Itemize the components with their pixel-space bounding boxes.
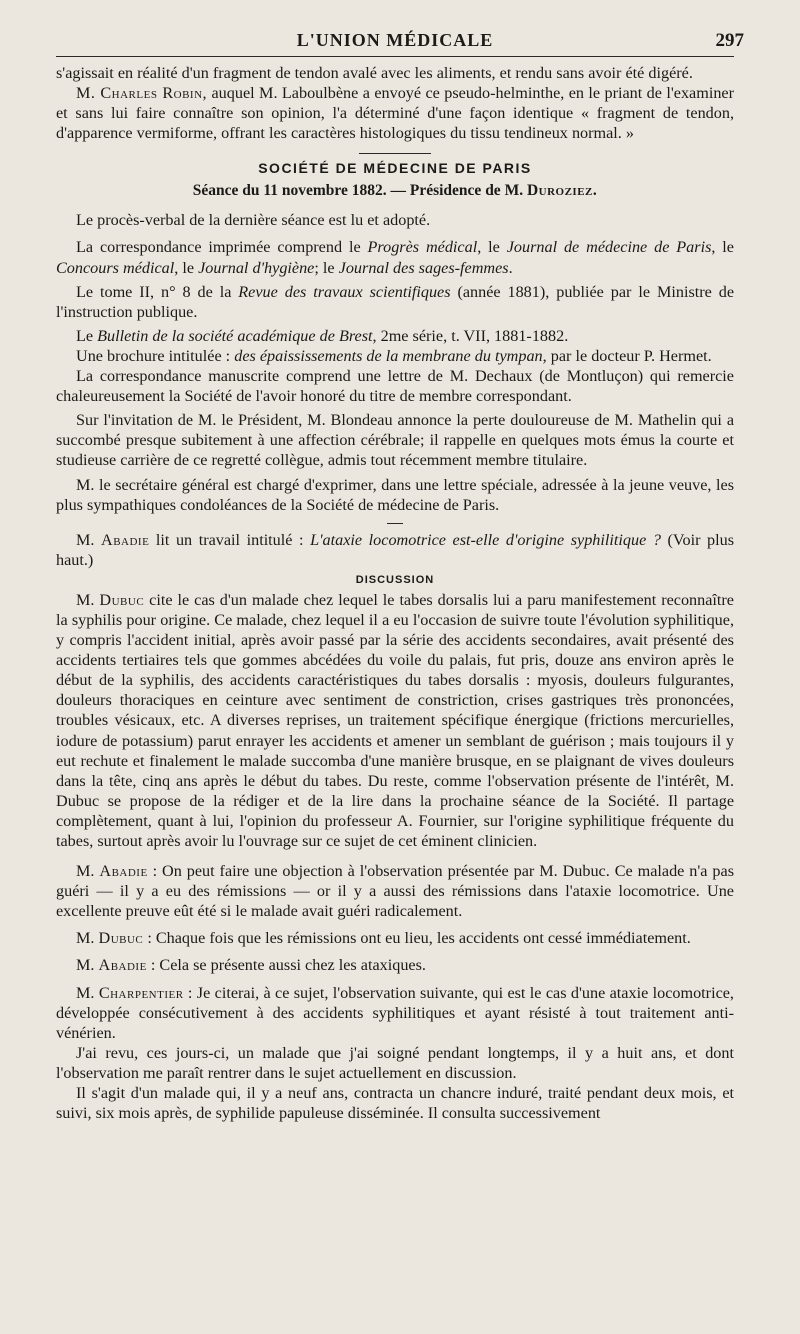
speaker-name: Charpentier	[98, 983, 184, 1002]
paragraph-continuation: s'agissait en réalité d'un fragment de tendon avalé avec les aliments, et rendu sans avoir été digéré.	[56, 64, 693, 82]
president-name: Duroziez.	[526, 182, 598, 200]
speaker-name: Dubuc	[99, 590, 145, 609]
speaker-name: Abadie	[98, 956, 147, 975]
paragraph-abadie-objection: M. Abadie : On peut faire une objection à l'observation présentée par M. Dubuc. Ce malade n'a pas guéri — il y a eu des rémissions — or il y a aussi des rémissions dans l'ataxie locomotrice. Une excellente preuve eût été si le malade avait guéri radicalement.	[56, 862, 734, 921]
paragraph-invitation: Sur l'invitation de M. le Président, M. Blondeau annonce la perte douloureuse de M. Mathelin qui a succombé presque subitement à une affection cérébrale; il rappelle en quelques mots émus la courte et studieuse carrière de ce regretté collègue, admis tout récemment membre titulaire.	[56, 411, 734, 470]
paragraph-last: Il s'agit d'un malade qui, il y a neuf ans, contracta un chancre induré, traité pendant deux mois, et suivi, six mois après, de syphilide papuleuse disséminée. Il consulta successivement	[56, 1084, 734, 1123]
paragraph-minutes: Le procès-verbal de la dernière séance est lu et adopté.	[76, 211, 431, 230]
paragraph-abadie-reply: M. Abadie : Cela se présente aussi chez les ataxiques.	[76, 956, 426, 975]
discussion-heading: DISCUSSION	[355, 573, 435, 586]
session-line: Séance du 11 novembre 1882. — Présidence de M. Duroziez.	[192, 182, 598, 200]
page-header	[56, 30, 744, 57]
running-head: L'UNION MÉDICALE	[296, 30, 494, 50]
paragraph-charpentier: M. Charpentier : Je citerai, à ce sujet, l'observation suivante, qui est le cas d'une ataxie locomotrice, développée consécutivement à des accidents syphilitiques et ayant résisté à tout traitement anti-vénérien.	[56, 983, 734, 1042]
short-divider	[387, 523, 403, 524]
paragraph-dubuc-reply: M. Dubuc : Chaque fois que les rémissions ont eu lieu, les accidents ont cessé immédiatement.	[76, 929, 691, 948]
paragraph-bulletin: Le Bulletin de la société académique de Brest, 2me série, t. VII, 1881-1882.	[76, 326, 569, 345]
paragraph-robin: M. Charles Robin, auquel M. Laboulbène a envoyé ce pseudo-helminthe, en le priant de l'examiner et sans lui faire connaître son opinion, l'a déterminé d'une façon identique « fragment de tendon, d'apparence vermiforme, offrant les caractères histologiques du tissu tendineux normal. »	[56, 84, 734, 143]
paragraph-manuscript-correspondence: La correspondance manuscrite comprend une lettre de M. Dechaux (de Montluçon) qui remercie chaleureusement la Société de l'avoir honoré du titre de membre correspondant.	[56, 367, 734, 406]
paragraph-abadie-reads: M. Abadie lit un travail intitulé : L'ataxie locomotrice est-elle d'origine syphilitique ? (Voir plus haut.)	[56, 530, 735, 569]
paragraph-revu: J'ai revu, ces jours-ci, un malade que j'ai soigné pendant longtemps, il y a huit ans, et dont l'observation me paraît rentrer dans le sujet actuellement en discussion.	[56, 1043, 734, 1082]
section-divider	[359, 153, 431, 154]
paragraph-printed-correspondence: La correspondance imprimée comprend le Progrès médical, le Journal de médecine de Paris, le Concours médical, le Journal d'hygiène; le Journal des sages-femmes.	[56, 238, 734, 277]
page-number: 297	[715, 30, 744, 51]
speaker-name: Dubuc	[98, 929, 144, 948]
paragraph-brochure: Une brochure intitulée : des épaississements de la membrane du tympan, par le docteur P. Hermet.	[76, 346, 712, 365]
speaker-name: Abadie	[99, 862, 148, 881]
paragraph-secretary: M. le secrétaire général est chargé d'exprimer, dans une lettre spéciale, adressée à la jeune veuve, les plus sympathiques condoléances de la Société de médecine de Paris.	[56, 475, 734, 514]
section-title: SOCIÉTÉ DE MÉDECINE DE PARIS	[258, 160, 532, 177]
paragraph-dubuc-case: M. Dubuc cite le cas d'un malade chez lequel le tabes dorsalis lui a paru manifestement reconnaître la syphilis pour origine. Ce malade, chez lequel il a eu l'occasion de suivre toute l'évolution syphilitique, y compris l'accident initial, après avoir passé par la série des accidents secondaires, avait présenté des accidents tertiaires tels que gommes abcédées du voile du palais, fut pris, douze ans environ après le début de la syphilis, des accidents caractéristiques du tabes dorsalis : myosis, douleurs fulgurantes, douleurs thoraciques en ceinture avec sentiment de constriction, crises gastriques très prononcées, troubles vésicaux, etc. A diverses reprises, un traitement spécifique énergique (frictions mercurielles, iodure de potassium) parut enrayer les accidents et amener un semblant de guérison ; mais toujours il y eut rechute et finalement le malade succomba d'une manière brusque, en se plaignant de vives douleurs dans la tête, cinq ans après le début du tabes. Du reste, comme l'observation présente de l'intérêt, M. Dubuc se propose de la rédiger et de la lire dans la prochaine séance de la Société. Il partage complètement, quant à lui, l'opinion du professeur A. Fournier, sur l'origine syphilitique fréquente du tabes, surtout après avoir lu l'ouvrage sur ce sujet de cet éminent clinicien.	[56, 590, 734, 850]
paragraph-tome: Le tome II, n° 8 de la Revue des travaux scientifiques (année 1881), publiée par le Ministre de l'instruction publique.	[56, 282, 735, 321]
speaker-name: Abadie	[101, 530, 150, 549]
speaker-name: M. Charles Robin,	[76, 84, 208, 103]
